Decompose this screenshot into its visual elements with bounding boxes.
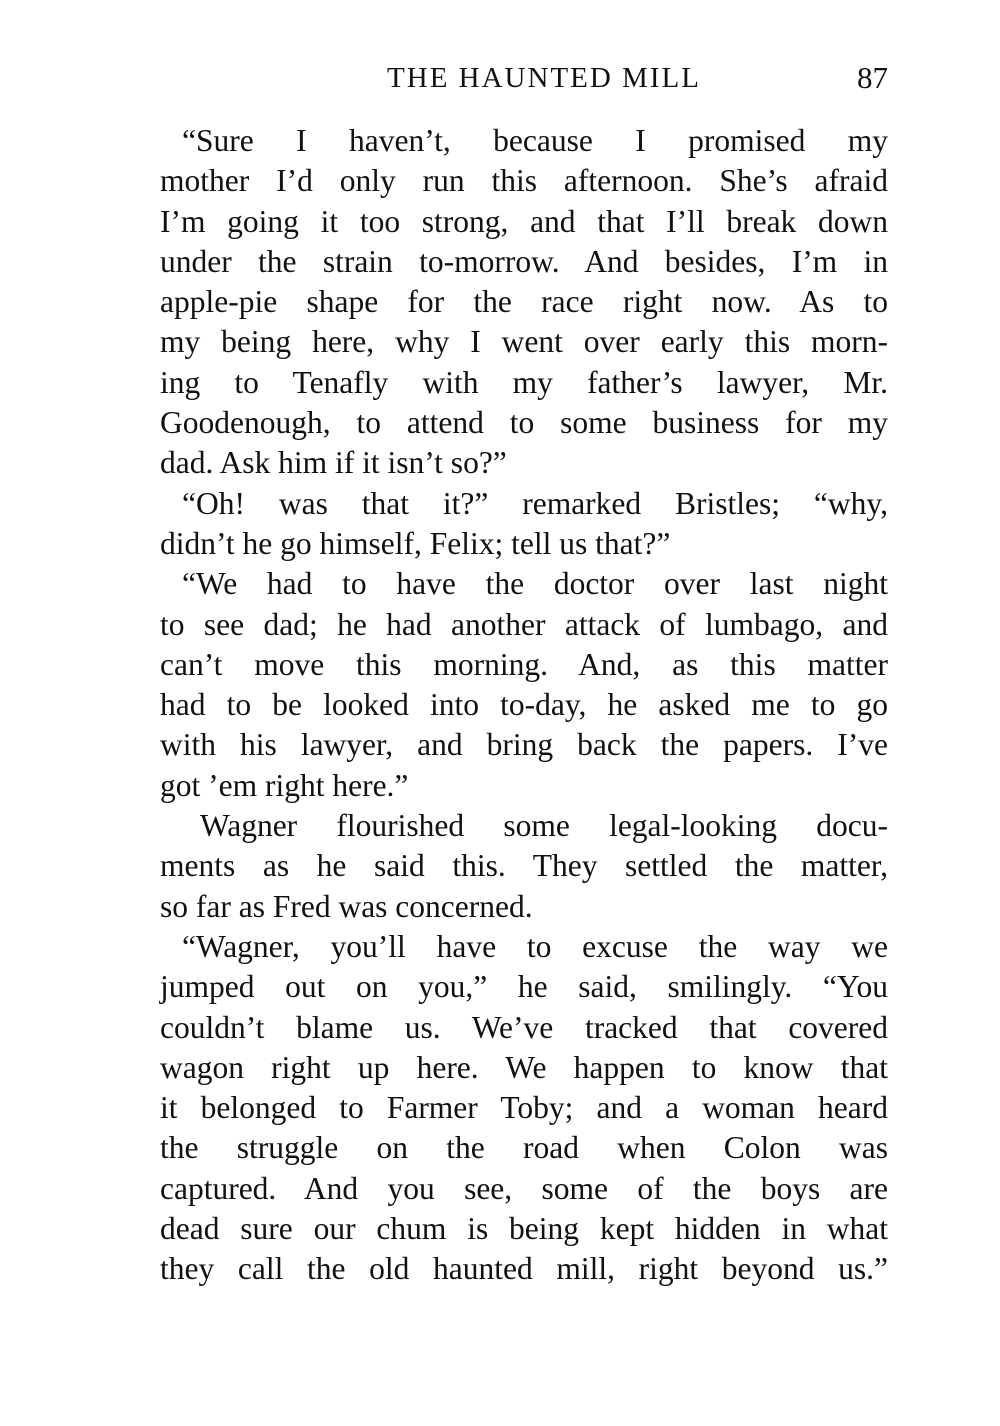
text-line: jumped out on you,” he said, smilingly. “You	[160, 969, 888, 1005]
body-text	[160, 121, 888, 1290]
text-line: “Sure I haven’t, because I promised my	[182, 123, 888, 158]
text-line: “We had to have the doctor over last night	[182, 566, 888, 602]
text-line: wagon right up here. We happen to know that	[160, 1049, 888, 1085]
running-head	[160, 58, 888, 98]
text-line: mother I’d only run this afternoon. She’s afraid	[160, 163, 888, 199]
text-line: “Wagner, you’ll have to excuse the way we	[182, 928, 888, 964]
text-line: dad. Ask him if it isn’t so?”	[160, 445, 507, 481]
text-line: dead sure our chum is being kept hidden in what	[160, 1211, 888, 1247]
text-line: I’m going it too strong, and that I’ll break down	[160, 203, 888, 239]
text-line: ments as he said this. They settled the matter,	[160, 848, 888, 884]
text-line: with his lawyer, and bring back the papers. I’ve	[160, 727, 888, 763]
text-line: to see dad; he had another attack of lumbago, and	[160, 606, 888, 642]
text-line: Wagner flourished some legal-looking docu-	[200, 808, 888, 844]
text-line: under the strain to-morrow. And besides, I’m in	[160, 243, 888, 279]
text-line: captured. And you see, some of the boys are	[160, 1170, 888, 1206]
text-line: Goodenough, to attend to some business for my	[160, 405, 888, 441]
text-line: had to be looked into to-day, he asked me to go	[160, 687, 888, 723]
text-line: couldn’t blame us. We’ve tracked that covered	[160, 1009, 888, 1045]
text-line: they call the old haunted mill, right beyond us.”	[160, 1251, 888, 1287]
text-line: the struggle on the road when Colon was	[160, 1130, 888, 1166]
page-number: 87	[857, 60, 888, 95]
text-line: it belonged to Farmer Toby; and a woman heard	[160, 1090, 888, 1126]
text-line: ing to Tenafly with my father’s lawyer, Mr.	[160, 364, 888, 400]
text-line: apple-pie shape for the race right now. As to	[160, 284, 888, 320]
text-line: “Oh! was that it?” remarked Bristles; “why,	[182, 485, 888, 521]
running-title: THE HAUNTED MILL	[387, 62, 701, 94]
text-line: got ’em right here.”	[160, 767, 409, 803]
text-line: can’t move this morning. And, as this matter	[160, 646, 888, 682]
text-line: didn’t he go himself, Felix; tell us that?”	[160, 525, 671, 561]
text-line: my being here, why I went over early this morn-	[160, 324, 888, 360]
text-line: so far as Fred was concerned.	[160, 888, 533, 924]
